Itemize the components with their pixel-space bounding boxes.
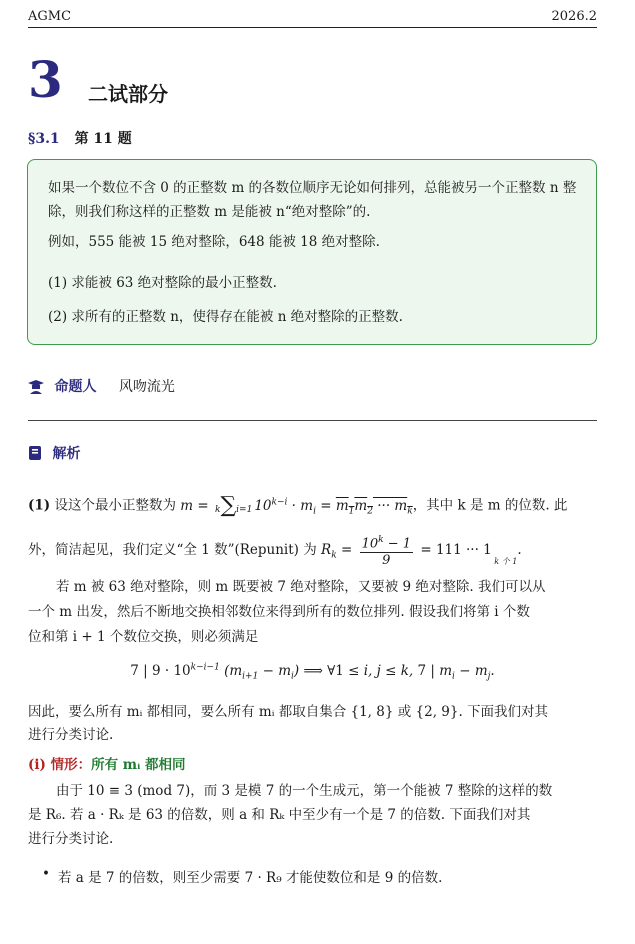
swap-condition-formula: 7 | $9 \cdot 10^{k-i-1}$ $(m_{i+1} - m_i)$ ⟹ ∀1 ≤ i, j ≤ k, 7 | $m_i - m_j$. xyxy=(130,662,495,682)
section-heading xyxy=(28,128,132,148)
solution-line-1 xyxy=(28,490,597,524)
bullet-text-1: 若 a 是 7 的倍数，则至少需要 7 · R₉ 才能使数位和是 9 的倍数. xyxy=(58,870,443,886)
book-icon xyxy=(28,445,42,465)
running-header xyxy=(28,9,597,28)
problem-part-2: (2) 求所有的正整数 n，使得存在能被 n 绝对整除的正整数. xyxy=(48,309,403,325)
solution-line-2 xyxy=(28,532,597,574)
section-title: 第 11 题 xyxy=(74,131,132,147)
solution-line-7: 进行分类讨论. xyxy=(28,727,114,743)
case-title: 所有 mᵢ 都相同 xyxy=(91,757,186,773)
line1-text-a: 设这个最小正整数为 xyxy=(54,497,176,514)
header-right: 2026.2 xyxy=(551,9,597,24)
sum-formula: m = k∑i=1 $10^{k-i} \cdot m_i = m_1m_2$ ··· $m_k$ xyxy=(180,493,413,518)
author-icon xyxy=(28,380,44,398)
case-heading xyxy=(28,753,597,778)
solution-label: 解析 xyxy=(52,446,81,462)
line1-text-b: ，其中 k 是 m 的位数. 此 xyxy=(412,497,568,514)
case-tag: (i) 情形： xyxy=(28,757,92,773)
section-number: §3.1 xyxy=(28,131,60,147)
author-line xyxy=(28,376,175,398)
solution-line-5: 位和第 i + 1 个数位交换，则必须满足 xyxy=(28,629,259,645)
solution-line-8: 由于 10 ≡ 3 (mod 7)，而 3 是模 7 的一个生成元，第一个能被 7 整除的这样的数 xyxy=(56,783,553,799)
problem-box xyxy=(27,159,597,345)
solution-line-4: 一个 m 出发，然后不断地交换相邻数位来得到所有的数位排列. 假设我们将第 i 个数 xyxy=(28,604,530,620)
bullet-item-1 xyxy=(42,866,443,886)
solution-line-6: 因此，要么所有 mᵢ 都相同，要么所有 mᵢ 都取自集合 {1, 8} 或 {2, 9}. 下面我们对其 xyxy=(28,704,549,720)
author-label: 命题人 xyxy=(54,379,97,395)
chapter-title: 二试部分 xyxy=(88,82,168,106)
part1-tag: (1) xyxy=(28,497,51,514)
header-left: AGMC xyxy=(28,9,72,24)
solution-heading xyxy=(28,443,80,465)
problem-example: 例如，555 能被 15 绝对整除，648 能被 18 绝对整除. xyxy=(48,234,380,250)
solution-line-9: 是 R₆. 若 a · Rₖ 是 63 的倍数，则 a 和 Rₖ 中至少有一个是 7 的倍数. 下面我们对其 xyxy=(28,807,531,823)
solution-line-3: 若 m 被 63 绝对整除，则 m 既要被 7 绝对整除，又要被 9 绝对整除. 我们可以从 xyxy=(56,579,546,595)
repunit-formula: $R_k$ = $\frac{10^k - 1}{9}$ = 111 ··· 1 $_{k 个 1}$. xyxy=(321,542,522,558)
bullet-dot-icon: • xyxy=(42,866,50,882)
problem-part-1: (1) 求能被 63 绝对整除的最小正整数. xyxy=(48,275,277,291)
divider xyxy=(28,420,597,421)
solution-line-10: 进行分类讨论. xyxy=(28,831,114,847)
author-name: 风吻流光 xyxy=(118,379,175,395)
chapter-number: 3 xyxy=(28,50,63,109)
line2-text-a: 外，简洁起见，我们定义“全 1 数”(Repunit) 为 xyxy=(28,542,317,559)
problem-statement: 如果一个数位不含 0 的正整数 m 的各数位顺序无论如何排列，总能被另一个正整数 n 整除，则我们称这样的正整数 m 是能被 n“绝对整除”的. xyxy=(48,180,577,220)
